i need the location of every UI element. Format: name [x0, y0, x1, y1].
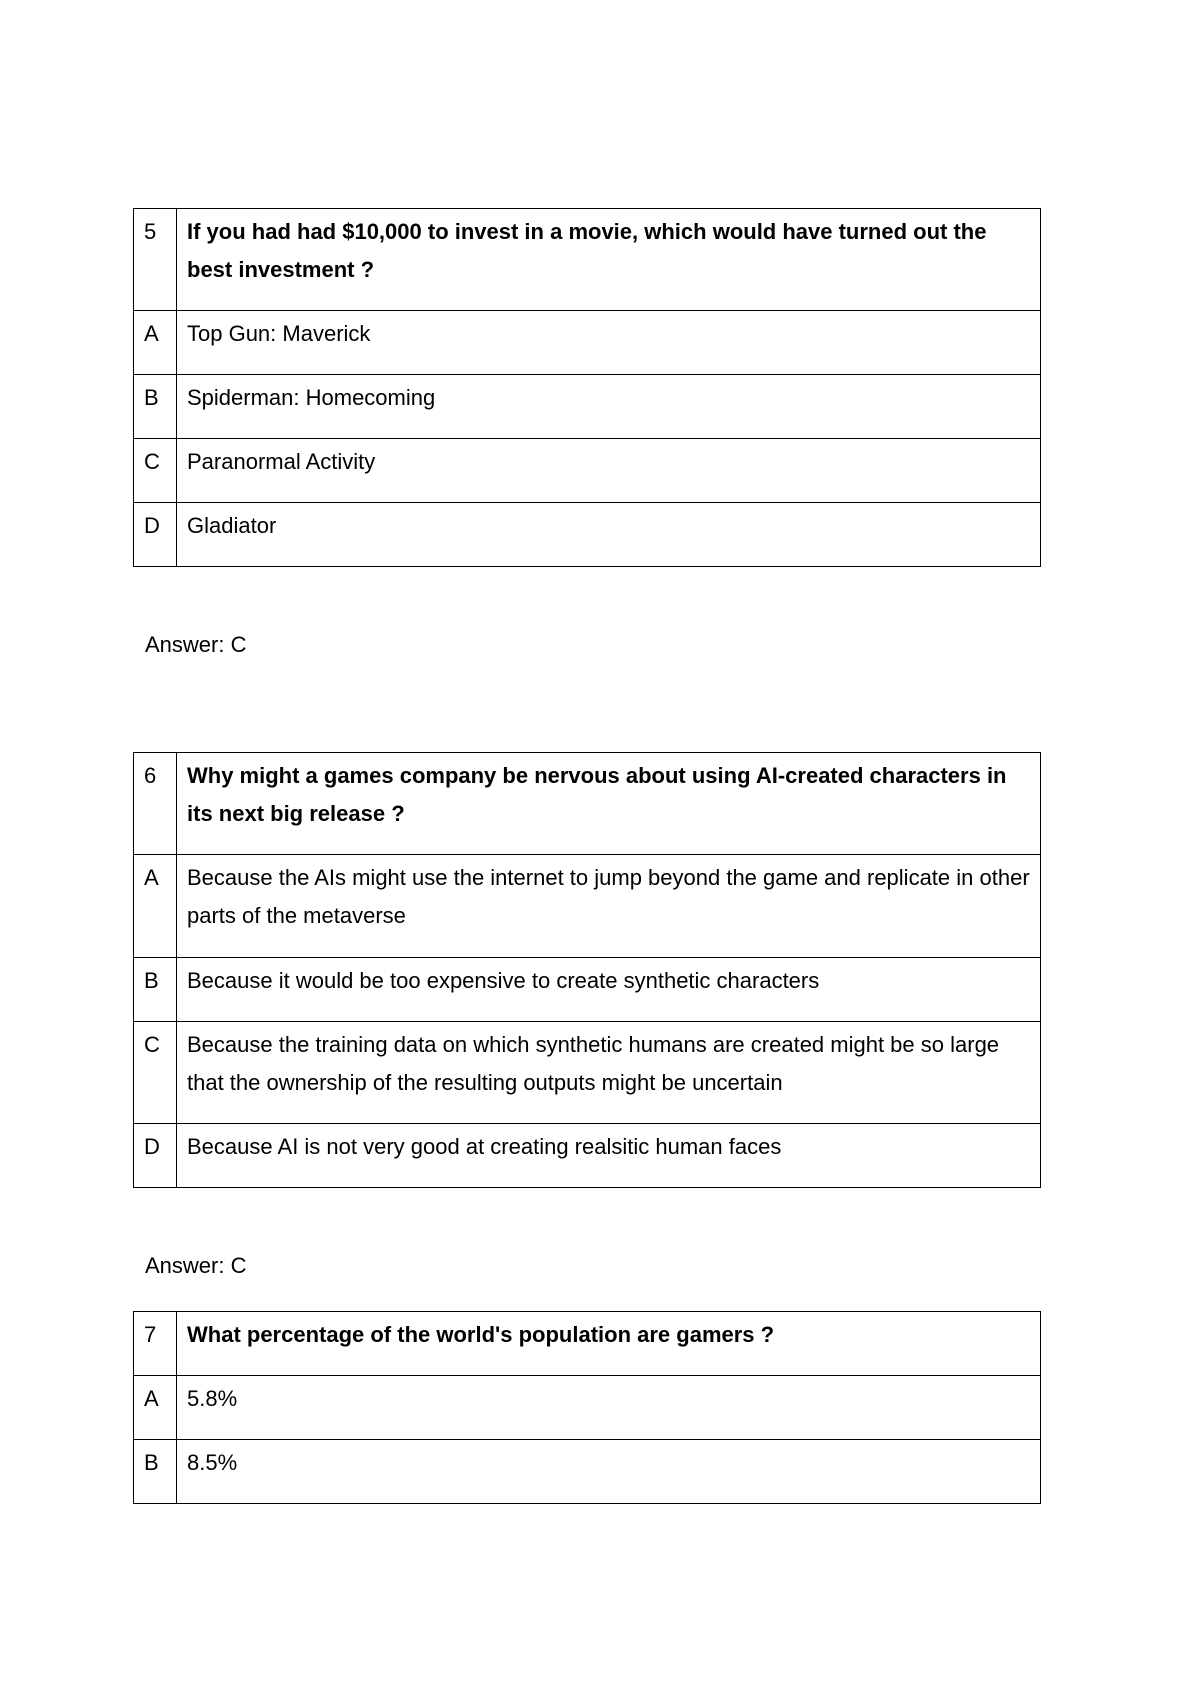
option-key: A — [134, 855, 177, 958]
option-row-c — [134, 439, 1041, 503]
option-text: Paranormal Activity — [177, 439, 1041, 503]
option-text: Because AI is not very good at creating realsitic human faces — [177, 1124, 1041, 1188]
option-key: A — [134, 1376, 177, 1440]
option-row-a — [134, 1376, 1041, 1440]
option-text: Top Gun: Maverick — [177, 311, 1041, 375]
option-row-b — [134, 375, 1041, 439]
option-row-d — [134, 503, 1041, 567]
option-text: Spiderman: Homecoming — [177, 375, 1041, 439]
option-text: Because it would be too expensive to create synthetic characters — [177, 958, 1041, 1022]
option-row-a — [134, 311, 1041, 375]
option-text: Gladiator — [177, 503, 1041, 567]
option-row-b — [134, 1440, 1041, 1504]
option-key: C — [134, 439, 177, 503]
question-5-table — [133, 208, 1041, 567]
option-key: D — [134, 503, 177, 567]
option-row-b — [134, 958, 1041, 1022]
option-key: A — [134, 311, 177, 375]
question-row — [134, 753, 1041, 855]
question-number: 6 — [134, 753, 177, 855]
option-row-c — [134, 1022, 1041, 1124]
answer-text: Answer: C — [145, 632, 247, 657]
answer-text: Answer: C — [145, 1253, 247, 1278]
option-row-a — [134, 855, 1041, 958]
option-key: B — [134, 1440, 177, 1504]
question-7-table — [133, 1311, 1041, 1504]
option-key: B — [134, 375, 177, 439]
question-row — [134, 209, 1041, 311]
option-key: B — [134, 958, 177, 1022]
option-text: 5.8% — [177, 1376, 1041, 1440]
question-6-table — [133, 752, 1041, 1188]
option-key: C — [134, 1022, 177, 1124]
question-number: 7 — [134, 1312, 177, 1376]
option-text: 8.5% — [177, 1440, 1041, 1504]
question-number: 5 — [134, 209, 177, 311]
option-row-d — [134, 1124, 1041, 1188]
question-row — [134, 1312, 1041, 1376]
option-key: D — [134, 1124, 177, 1188]
question-text: What percentage of the world's population are gamers ? — [177, 1312, 1041, 1376]
option-text: Because the training data on which synthetic humans are created might be so large that the ownership of the resulting outputs might be uncertain — [177, 1022, 1041, 1124]
question-text: If you had had $10,000 to invest in a movie, which would have turned out the best investment ? — [177, 209, 1041, 311]
question-text: Why might a games company be nervous about using AI-created characters in its next big release ? — [177, 753, 1041, 855]
option-text: Because the AIs might use the internet to jump beyond the game and replicate in other parts of the metaverse — [177, 855, 1041, 958]
